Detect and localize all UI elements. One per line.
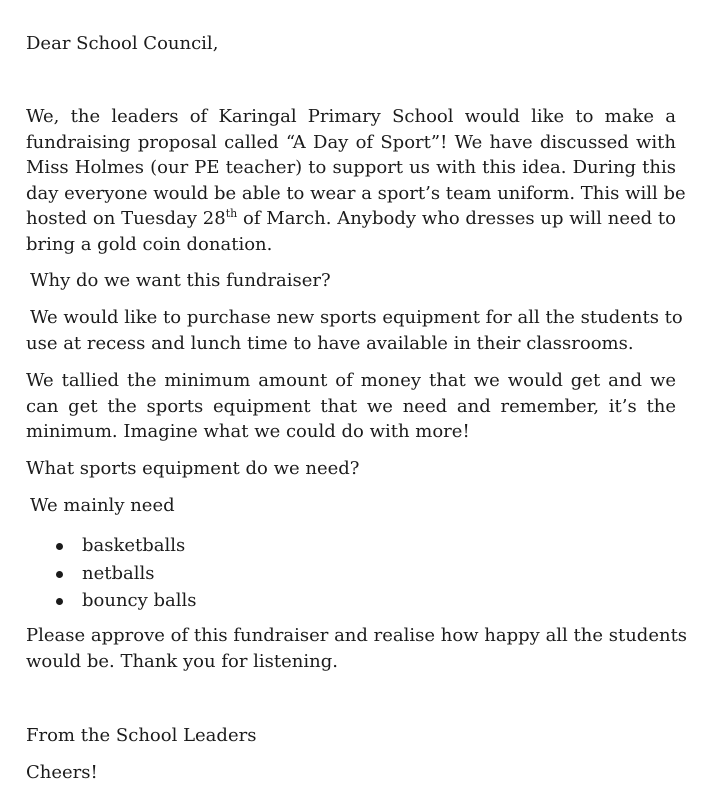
tally-line: We tallied the minimum amount of money that we would get and we (26, 370, 676, 391)
reason-paragraph (26, 305, 683, 356)
need-intro (30, 493, 680, 519)
equipment-list (56, 532, 197, 615)
closing-line: Please approve of this fundraiser and realise how happy all the students (26, 625, 688, 646)
equipment-item: bouncy balls (82, 590, 197, 611)
cheers (26, 760, 676, 786)
intro-line: fundraising proposal called “A Day of Sport”! We have discussed with (26, 131, 676, 153)
list-item (56, 560, 197, 588)
equipment-item: netballs (82, 562, 155, 584)
need-intro-text: We mainly need (30, 495, 175, 516)
signoff-text: From the School Leaders (26, 725, 257, 746)
intro-line: Miss Holmes (our PE teacher) to support us with this idea. During this (26, 157, 676, 178)
tally-paragraph (26, 368, 676, 445)
intro-line: We, the leaders of Karingal Primary School would like to make a (26, 106, 676, 127)
question-what (26, 456, 676, 482)
reason-line: use at recess and lunch time to have available in their classrooms. (26, 332, 634, 354)
bullet-icon (56, 571, 63, 578)
tally-line: minimum. Imagine what we could do with more! (26, 421, 470, 442)
greeting (26, 31, 676, 57)
intro-date-after: of March. Anybody who dresses up will need to (237, 208, 676, 229)
closing-line: would be. Thank you for listening. (26, 650, 338, 672)
equipment-item: basketballs (82, 535, 186, 556)
list-item (56, 587, 197, 615)
question-why (30, 268, 680, 294)
intro-line: day everyone would be able to wear a sport’s team uniform. This will be (26, 182, 686, 204)
question-why-text: Why do we want this fundraiser? (30, 270, 331, 291)
intro-date-before: hosted on Tuesday 28 (26, 208, 226, 229)
date-ordinal-suffix: th (225, 207, 238, 220)
cheers-text: Cheers! (26, 762, 98, 783)
intro-line: bring a gold coin donation. (26, 233, 273, 255)
intro-line-date (26, 206, 676, 232)
tally-line: can get the sports equipment that we need and remember, it’s the (26, 395, 676, 417)
signoff (26, 723, 676, 749)
list-item (56, 532, 197, 560)
bullet-icon (56, 598, 63, 605)
reason-line: We would like to purchase new sports equipment for all the students to (30, 307, 683, 328)
intro-paragraph (26, 104, 686, 257)
question-what-text: What sports equipment do we need? (26, 458, 360, 479)
closing-paragraph (26, 623, 688, 674)
greeting-text: Dear School Council, (26, 33, 219, 54)
bullet-icon (56, 543, 63, 550)
